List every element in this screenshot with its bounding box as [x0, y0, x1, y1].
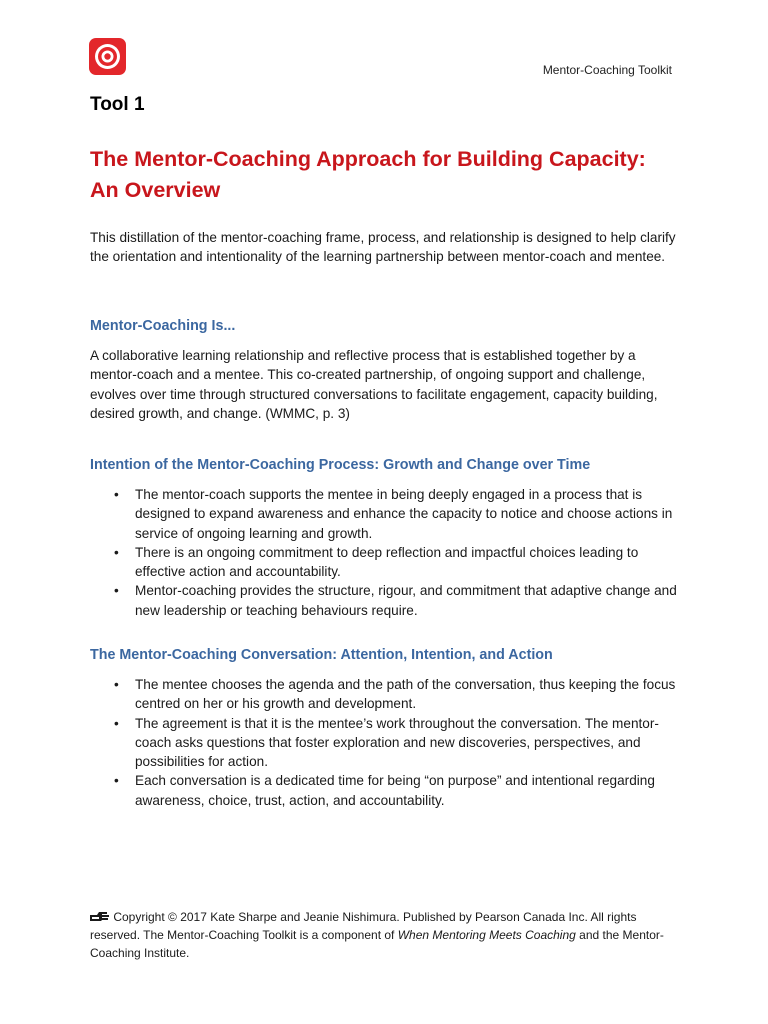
list-item: [90, 675, 680, 714]
copyright-text-end: and the Mentor-Coaching Institute.: [90, 927, 664, 960]
list-item-text: There is an ongoing commitment to deep reflection and impactful choices leading to effective action and accountability.: [135, 544, 639, 580]
writing-hand-icon: [90, 911, 110, 922]
page-title-line-1: The Mentor-Coaching Approach for Building Capacity:: [90, 147, 646, 171]
bullet-icon: •: [114, 773, 119, 789]
list-item-text: Each conversation is a dedicated time for being “on purpose” and intentional regarding awareness, choice, trust, action, and accountability.: [135, 773, 655, 808]
intention-bullet-list: [90, 485, 680, 620]
list-item-text: The mentee chooses the agenda and the path of the conversation, thus keeping the focus centred on her or his growth and development.: [135, 677, 676, 712]
list-item: [90, 581, 680, 620]
bullet-icon: •: [114, 583, 119, 599]
list-item: [90, 714, 680, 772]
tool-number: Tool 1: [90, 94, 145, 115]
book-title: When Mentoring Meets Coaching: [397, 927, 576, 942]
bullet-icon: •: [114, 487, 119, 502]
section-heading-intention: Intention of the Mentor-Coaching Process: Growth and Change over Time: [90, 457, 591, 473]
bullet-icon: •: [114, 677, 119, 692]
list-item: [90, 771, 680, 810]
list-item: [90, 543, 680, 582]
list-item-text: The agreement is that it is the mentee’s work throughout the conversation. The mentor-coach asks questions that foster exploration and new discoveries, perspectives, and possibilities for action.: [135, 715, 659, 770]
section-heading-mentor-coaching-is: Mentor-Coaching Is...: [90, 318, 236, 334]
page-title: [90, 144, 690, 206]
list-item: [90, 485, 680, 543]
bullet-icon: •: [114, 715, 119, 731]
section-heading-conversation: The Mentor-Coaching Conversation: Attention, Intention, and Action: [90, 647, 553, 663]
toolkit-header-title: Mentor-Coaching Toolkit: [542, 63, 672, 77]
toolkit-logo-icon: [89, 38, 126, 75]
intro-paragraph: This distillation of the mentor-coaching frame, process, and relationship is designed to help clarify the orientation and intentionality of the learning partnership between mentor-coach and mentee.: [90, 230, 676, 265]
list-item-text: The mentor-coach supports the mentee in being deeply engaged in a process that is designed to expand awareness and enhance the capacity to notice and choose actions in service of ongoing learning and growth.: [135, 487, 673, 541]
conversation-bullet-list: [90, 675, 680, 810]
copyright-footer: [90, 909, 680, 962]
copyright-text-start: Copyright © 2017 Kate Sharpe and Jeanie Nishimura. Published by Pearson Canada Inc. All rights reserved. The Mentor-Coaching Toolkit is a component of: [90, 910, 637, 942]
list-item-text: Mentor-coaching provides the structure, rigour, and commitment that adaptive change and new leadership or teaching behaviours require.: [135, 583, 677, 618]
bullet-icon: •: [114, 544, 119, 560]
mentor-coaching-definition: A collaborative learning relationship and reflective process that is established together by a mentor-coach and a mentee. This co-created partnership, of ongoing support and challenge, evolves over time through structured conversations to facilitate engagement, capacity building, desired growth, and change. (WMMC, p. 3): [90, 348, 658, 421]
page-title-line-2: An Overview: [90, 178, 221, 202]
